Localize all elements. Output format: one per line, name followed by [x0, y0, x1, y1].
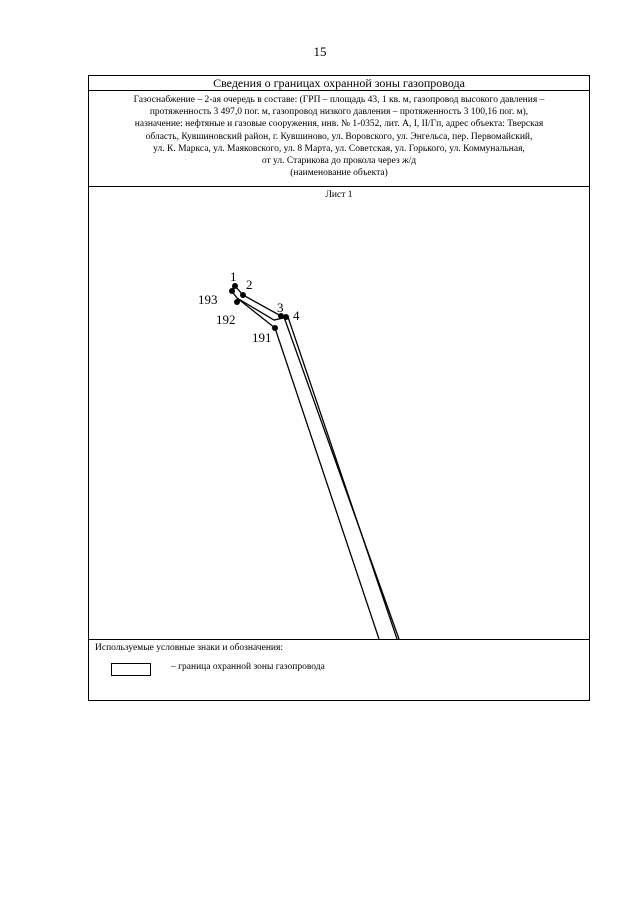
legend — [89, 639, 589, 702]
protection-zone-drawing — [89, 76, 591, 639]
document-frame — [88, 75, 590, 701]
point-label: 4 — [293, 308, 300, 323]
description-line: ул. К. Маркса, ул. Маяковского, ул. 8 Марта, ул. Советская, ул. Горького, ул. Коммунальная, — [153, 143, 525, 154]
page-number: 15 — [313, 44, 327, 59]
boundary-point — [229, 288, 235, 294]
boundary-point — [240, 292, 246, 298]
description-line: область, Кувшиновский район, г. Кувшиново, ул. Воровского, ул. Энгельса, пер. Первомайский, — [145, 131, 533, 142]
boundary-point — [272, 325, 278, 331]
point-label: 193 — [198, 292, 218, 307]
point-label: 2 — [246, 277, 253, 292]
sheet-label: Лист 1 — [325, 190, 353, 200]
boundary-point — [283, 314, 289, 320]
zone-boundary-symbol — [111, 663, 151, 676]
description-line: от ул. Старикова до прокола через ж/д — [261, 156, 417, 167]
description-line: Газоснабжение – 2-ая очередь в составе: (ГРП – площадь 43, 1 кв. м, газопровод высокого давления – — [133, 95, 545, 105]
legend-title: Используемые условные знаки и обозначения: — [95, 643, 284, 653]
description-line: протяженность 3 497,0 пог. м, газопровод низкого давления – протяженность 3 100,16 пог. м), — [149, 107, 529, 118]
zone-boundary-outline — [237, 298, 379, 639]
point-label: 1 — [230, 269, 237, 284]
document-title: Сведения о границах охранной зоны газопровода — [89, 76, 589, 91]
point-label: 192 — [216, 312, 236, 327]
legend-item-label: – граница охранной зоны газопровода — [171, 662, 325, 672]
point-label: 191 — [252, 330, 272, 345]
object-name-caption: (наименование объекта) — [290, 168, 388, 179]
description-line: назначение: нефтяные и газовые сооружения, инв. № 1-0352, лит. А, I, II/Гп, адрес объекта: Тверская — [134, 119, 544, 130]
point-label: 3 — [277, 300, 284, 315]
boundary-point — [234, 299, 240, 305]
